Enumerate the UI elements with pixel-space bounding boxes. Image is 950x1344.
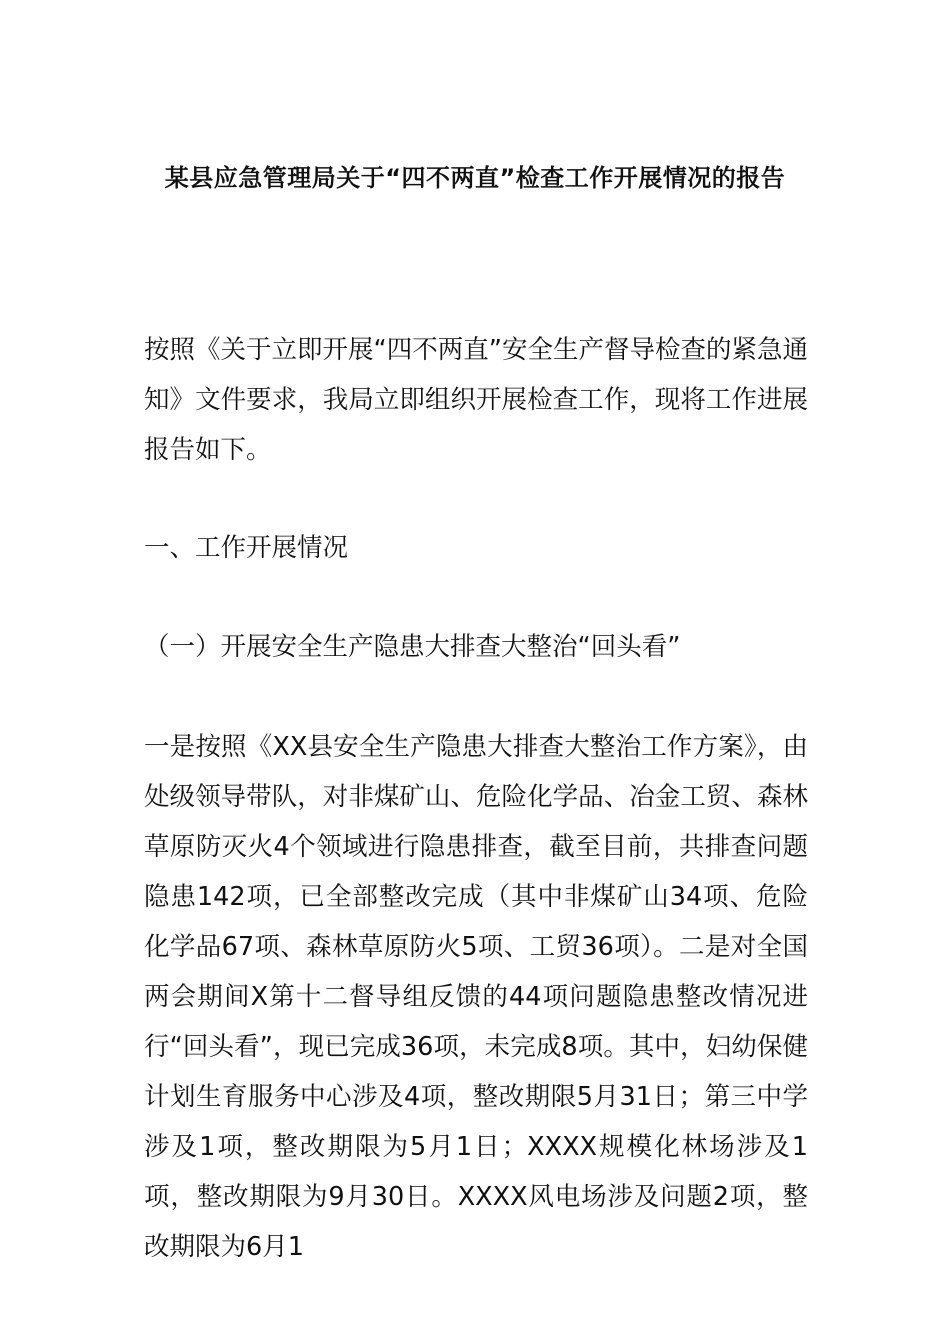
document-title: 某县应急管理局关于“四不两直”检查工作开展情况的报告: [164, 164, 786, 192]
subsection-heading: （一）开展安全生产隐患大排查大整治“回头看”: [144, 632, 681, 662]
intro-paragraph: 按照《关于立即开展“四不两直”安全生产督导检查的紧急通知》文件要求，我局立即组织开展检查工作，现将工作进展报告如下。: [144, 335, 808, 465]
body-paragraph: 一是按照《XX县安全生产隐患大排查大整治工作方案》，由处级领导带队，对非煤矿山、危险化学品、冶金工贸、森林草原防灭火4个领域进行隐患排查，截至目前，共排查问题隐患142项，已全部整改完成（其中非煤矿山34项、危险化学品67项、森林草原防火5项、工贸36项）。二是对全国两会期间X第十二督导组反馈的44项问题隐患整改情况进行“回头看”，现已完成36项，未完成8项。其中，妇幼保健计划生育服务中心涉及4项，整改期限5月31日；第三中学涉及1项，整改期限为5月1日；XXXX规模化林场涉及1项，整改期限为9月30日。XXXX风电场涉及问题2项，整改期限为6月1: [144, 732, 808, 1262]
section-heading: 一、工作开展情况: [144, 533, 349, 563]
